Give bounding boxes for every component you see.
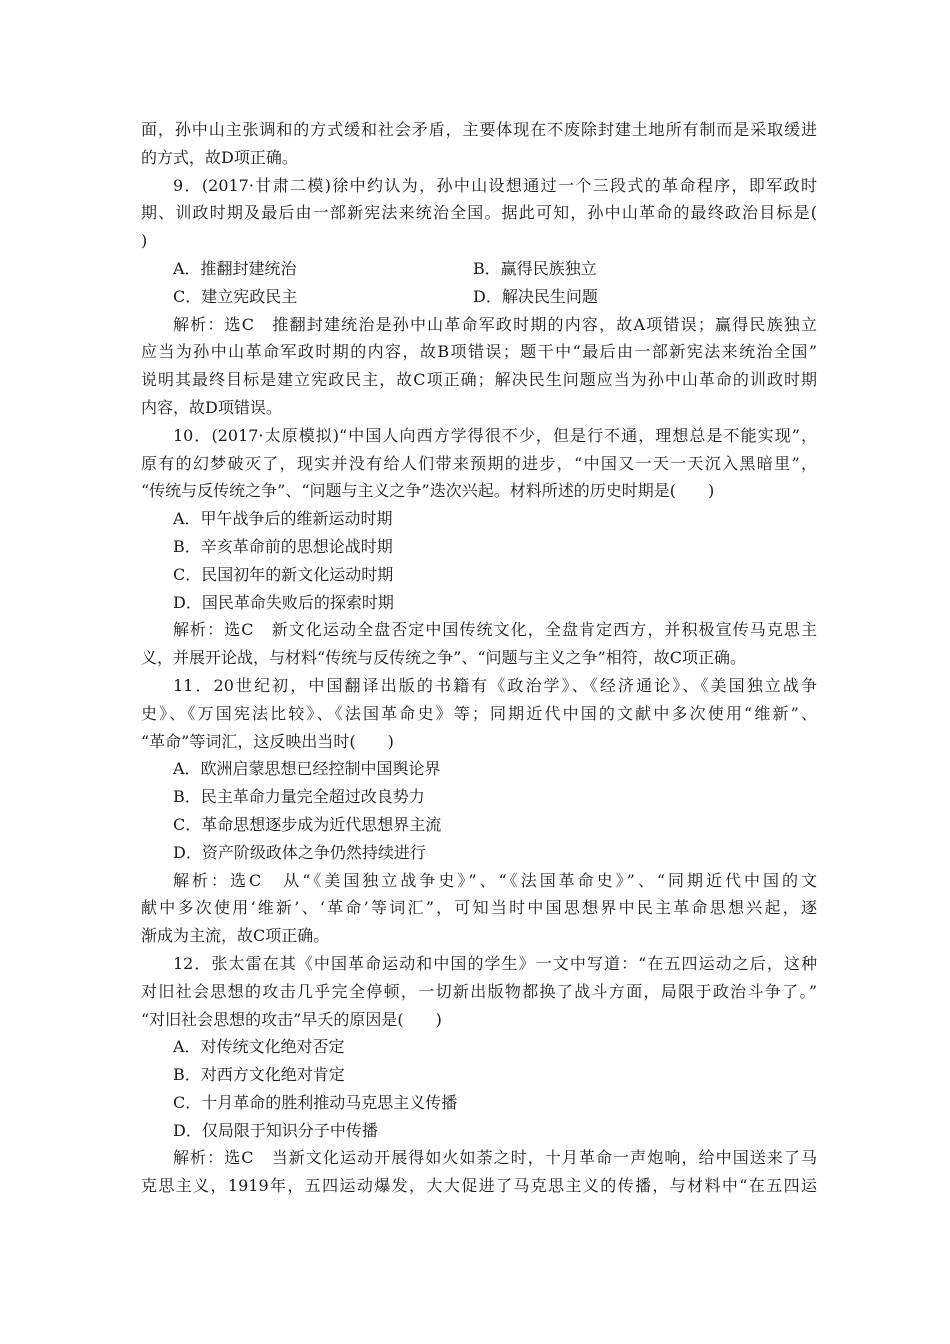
text-line: 11．20世纪初，中国翻译出版的书籍有《政治学》、《经济通论》、《美国独立战争	[173, 675, 817, 695]
text-line: B．对西方文化绝对肯定	[173, 1065, 345, 1085]
text-line: )	[141, 231, 148, 251]
text-line: 期、训政时期及最后由一部新宪法来统治全国。据此可知，孙中山革命的最终政治目标是(	[141, 203, 817, 223]
text-line: “革命”等词汇，这反映出当时( )	[141, 731, 394, 751]
text-line: 渐成为主流，故C项正确。	[141, 926, 330, 946]
option-item: D．解决民生问题	[473, 286, 598, 306]
text-line: A．对传统文化绝对否定	[173, 1037, 345, 1057]
document-body	[141, 116, 817, 1200]
text-line: 解析：选C 从“《美国独立战争史》”、“《法国革命史》”、“同期近代中国的文	[173, 870, 817, 890]
text-line: 对旧社会思想的攻击几乎完全停顿，一切新出版物都换了战斗方面，局限于政治斗争了。”	[141, 981, 817, 1001]
text-line: A．欧洲启蒙思想已经控制中国舆论界	[173, 759, 441, 779]
text-line: 内容，故D项错误。	[141, 397, 282, 417]
text-line: 12．张太雷在其《中国革命运动和中国的学生》一文中写道：“在五四运动之后，这种	[173, 953, 817, 973]
text-line: A．甲午战争后的维新运动时期	[173, 509, 393, 529]
text-line: 应当为孙中山革命军政时期的内容，故B项错误；题干中“最后由一部新宪法来统治全国”	[141, 342, 817, 362]
option-item: C．建立宪政民主	[173, 286, 298, 306]
text-line: C．革命思想逐步成为近代思想界主流	[173, 814, 442, 834]
text-line: 克思主义，1919年，五四运动爆发，大大促进了马克思主义的传播，与材料中“在五四运	[141, 1176, 817, 1196]
text-line: 9．(2017·甘肃二模)徐中约认为，孙中山设想通过一个三段式的革命程序，即军政时	[173, 175, 817, 195]
text-line: 史》、《万国宪法比较》、《法国革命史》等；同期近代中国的文献中多次使用“维新”、	[141, 703, 817, 723]
text-line: B．辛亥革命前的思想论战时期	[173, 536, 393, 556]
text-line: 的方式，故D项正确。	[141, 147, 298, 167]
text-line: 解析：选C 当新文化运动开展得如火如荼之时，十月革命一声炮响，给中国送来了马	[173, 1148, 817, 1168]
text-line: B．民主革命力量完全超过改良势力	[173, 787, 425, 807]
text-line: 面，孙中山主张调和的方式缓和社会矛盾，主要体现在不废除封建土地所有制而是采取缓进	[141, 120, 817, 139]
option-item: B．赢得民族独立	[473, 258, 597, 278]
text-line: D．资产阶级政体之争仍然持续进行	[173, 842, 426, 862]
text-line: D．国民革命失败后的探索时期	[173, 592, 394, 612]
text-line: 献中多次使用‘维新’、‘革命’等词汇”，可知当时中国思想界中民主革命思想兴起，逐	[141, 898, 817, 918]
text-line: “传统与反传统之争”、“问题与主义之争”迭次兴起。材料所述的历史时期是( )	[141, 481, 715, 501]
text-line: C．民国初年的新文化运动时期	[173, 564, 394, 584]
text-line: C．十月革命的胜利推动马克思主义传播	[173, 1092, 458, 1112]
option-row	[141, 255, 817, 283]
text-line: 说明其最终目标是建立宪政民主，故C项正确；解决民生问题应当为孙中山革命的训政时期	[141, 370, 817, 390]
option-row	[141, 283, 817, 311]
text-line: “对旧社会思想的攻击”早夭的原因是( )	[141, 1009, 442, 1029]
text-line: 义，并展开论战，与材料“传统与反传统之争”、“问题与主义之争”相符，故C项正确。	[141, 648, 746, 668]
text-line: 10．(2017·太原模拟)“中国人向西方学得很不少，但是行不通，理想总是不能实现”，	[173, 425, 817, 445]
text-line: 解析：选C 推翻封建统治是孙中山革命军政时期的内容，故A项错误；赢得民族独立	[173, 314, 817, 334]
text-line: 解析：选C 新文化运动全盘否定中国传统文化，全盘肯定西方，并积极宣传马克思主	[173, 620, 817, 640]
text-line: 原有的幻梦破灭了，现实并没有给人们带来预期的进步，“中国又一天一天沉入黑暗里”，	[141, 453, 817, 473]
option-item: A．推翻封建统治	[173, 258, 297, 278]
text-line: D．仅局限于知识分子中传播	[173, 1120, 378, 1140]
